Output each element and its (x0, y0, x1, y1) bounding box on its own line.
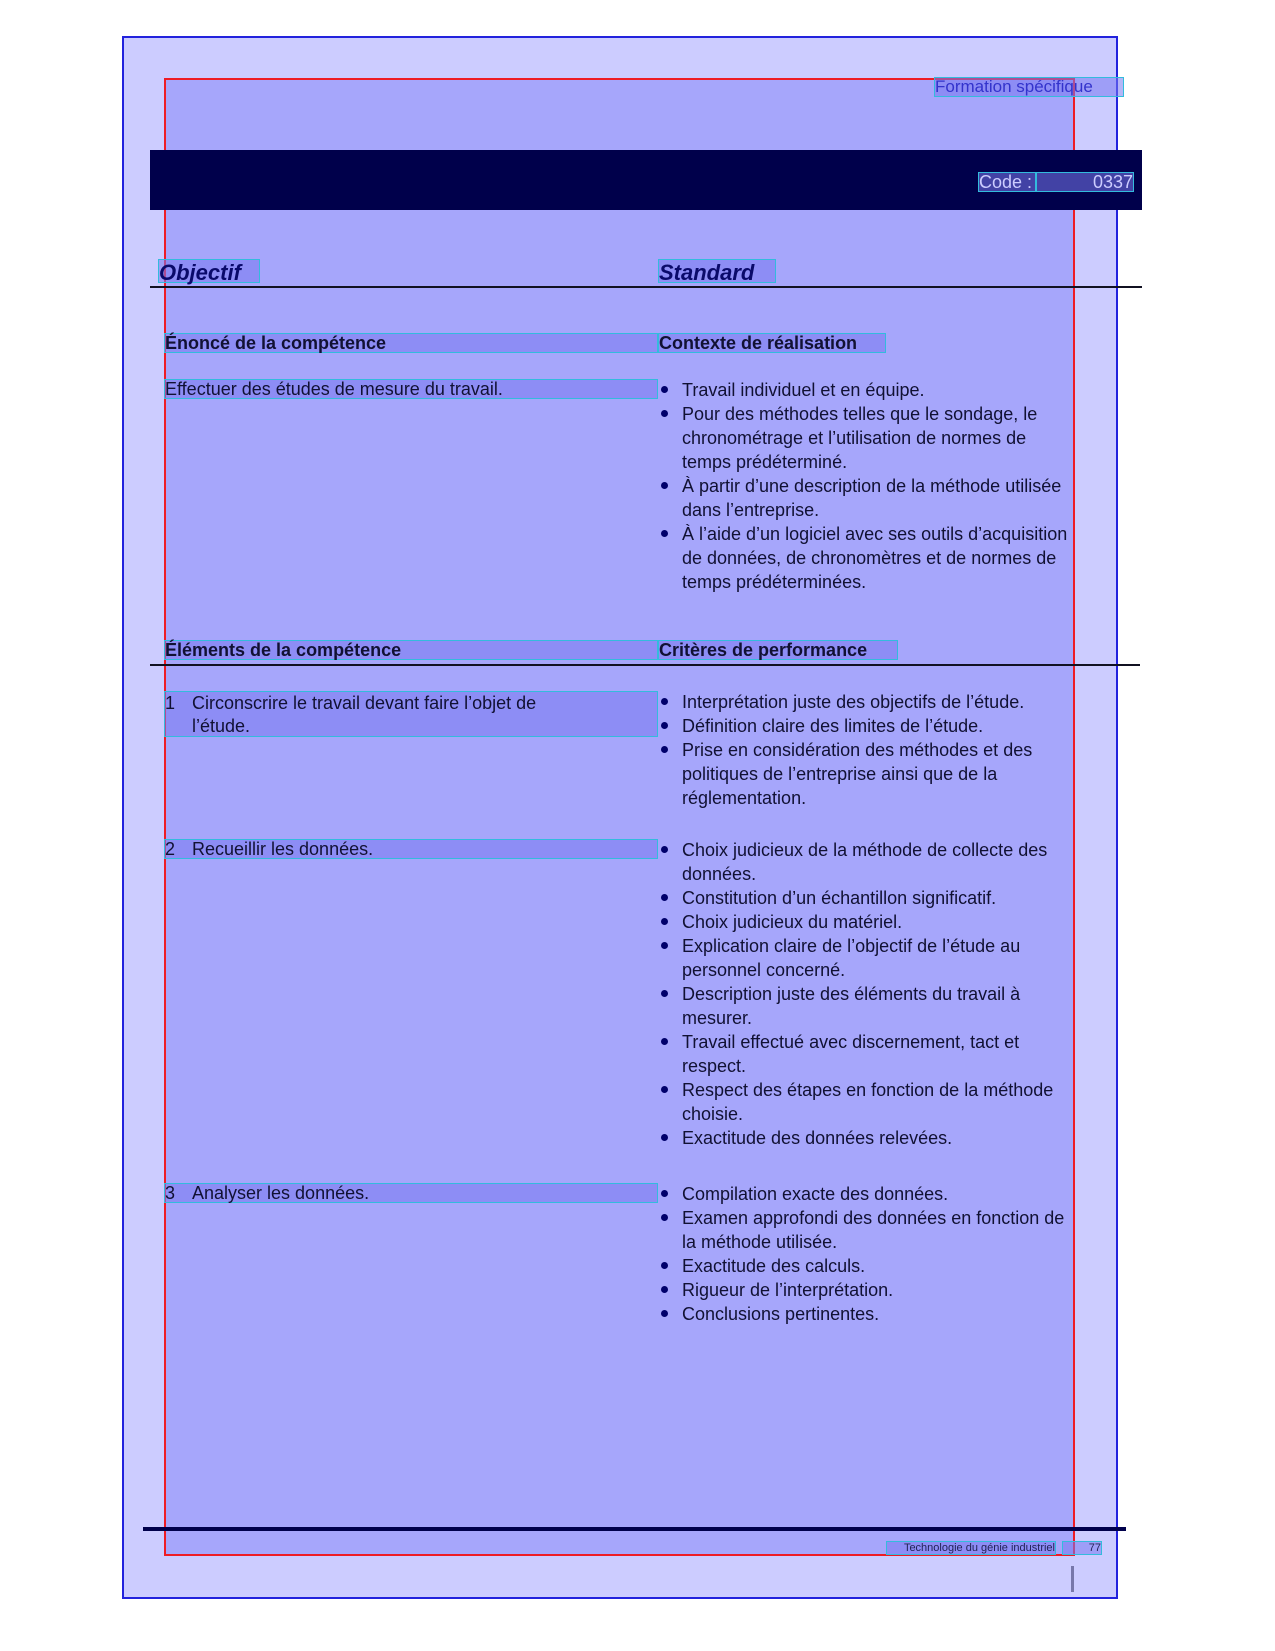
program-label: Formation spécifique (934, 77, 1124, 97)
list-item-line: dans l’entreprise. (682, 500, 820, 520)
list-item (660, 739, 1120, 811)
list-item-line: chronométrage et l’utilisation de normes de (682, 428, 1027, 448)
bullet-icon (660, 887, 670, 909)
criteria-heading: Critères de performance (658, 640, 898, 660)
bullet-icon (660, 715, 670, 737)
list-item-line: Interprétation juste des objectifs de l’étude. (682, 692, 1025, 712)
element-text: Analyser les données. (192, 1183, 370, 1203)
list-item-line: À partir d’une description de la méthode utilisée (682, 476, 1062, 496)
list-item (660, 839, 1120, 887)
section-rule (150, 286, 1142, 288)
element-number: 3 (165, 1183, 176, 1203)
bullet-icon (660, 911, 670, 933)
list-item-line: réglementation. (682, 788, 807, 808)
list-item-line: Respect des étapes en fonction de la méthode (682, 1080, 1054, 1100)
criteria-list-1 (660, 691, 1120, 811)
list-item (660, 983, 1120, 1031)
elements-heading: Éléments de la compétence (164, 640, 658, 660)
list-item-line: temps prédéterminées. (682, 572, 867, 592)
list-item-line: Travail individuel et en équipe. (682, 380, 925, 400)
bullet-icon (660, 475, 670, 497)
bullet-icon (660, 379, 670, 401)
list-item-line: mesurer. (682, 1008, 753, 1028)
list-item-line: la méthode utilisée. (682, 1232, 838, 1252)
list-item-line: Explication claire de l’objectif de l’étude au (682, 936, 1021, 956)
list-item-line: Choix judicieux du matériel. (682, 912, 903, 932)
list-item (660, 1031, 1120, 1079)
list-item-line: Pour des méthodes telles que le sondage, le (682, 404, 1038, 424)
list-item (660, 523, 1120, 595)
bullet-icon (660, 1127, 670, 1149)
list-item-line: Exactitude des données relevées. (682, 1128, 953, 1148)
bullet-icon (660, 403, 670, 425)
page-marker (1071, 1566, 1074, 1592)
list-item (660, 935, 1120, 983)
criteria-list-3 (660, 1183, 1120, 1327)
bullet-icon (660, 739, 670, 761)
list-item (660, 403, 1120, 475)
list-item-line: choisie. (682, 1104, 744, 1124)
footer-page-number: 77 (1062, 1541, 1102, 1555)
list-item-line: personnel concerné. (682, 960, 846, 980)
list-item-line: Choix judicieux de la méthode de collecte des (682, 840, 1048, 860)
list-item-line: politiques de l’entreprise ainsi que de la (682, 764, 998, 784)
element-text: l’étude. (192, 716, 251, 736)
element-number: 1 (165, 693, 176, 713)
list-item-line: Travail effectué avec discernement, tact et (682, 1032, 1020, 1052)
element-3 (164, 1183, 658, 1203)
list-item-line: Description juste des éléments du travail à (682, 984, 1021, 1004)
list-item (660, 911, 1120, 935)
list-item-line: respect. (682, 1056, 747, 1076)
list-item (660, 379, 1120, 403)
list-item (660, 887, 1120, 911)
list-item-line: Examen approfondi des données en fonction de (682, 1208, 1065, 1228)
list-item (660, 1079, 1120, 1127)
list-item (660, 475, 1120, 523)
element-number: 2 (165, 839, 176, 859)
footer-program: Technologie du génie industriel (886, 1541, 1056, 1555)
content-frame (164, 78, 1075, 1556)
list-item-line: Constitution d’un échantillon significatif. (682, 888, 997, 908)
elements-rule (150, 664, 1140, 666)
list-item (660, 1207, 1120, 1255)
bullet-icon (660, 1079, 670, 1101)
contexte-heading: Contexte de réalisation (658, 333, 886, 353)
list-item-line: Rigueur de l’interprétation. (682, 1280, 894, 1300)
element-text: Recueillir les données. (192, 839, 374, 859)
element-2 (164, 839, 658, 859)
enonce-heading: Énoncé de la compétence (164, 333, 658, 353)
list-item-line: Compilation exacte des données. (682, 1184, 949, 1204)
list-item (660, 691, 1120, 715)
criteria-list-2 (660, 839, 1120, 1151)
list-item (660, 1303, 1120, 1327)
list-item-line: de données, de chronomètres et de normes de (682, 548, 1057, 568)
list-item (660, 715, 1120, 739)
element-1 (164, 691, 658, 737)
list-item-line: données. (682, 864, 757, 884)
bullet-icon (660, 935, 670, 957)
section-objectif: Objectif (158, 259, 260, 283)
list-item-line: Conclusions pertinentes. (682, 1304, 880, 1324)
bullet-icon (660, 1207, 670, 1229)
list-item-line: Définition claire des limites de l’étude. (682, 716, 984, 736)
bullet-icon (660, 1279, 670, 1301)
list-item (660, 1127, 1120, 1151)
code-label: Code : (978, 172, 1036, 192)
contexte-list (660, 379, 1120, 595)
list-item (660, 1255, 1120, 1279)
enonce-text: Effectuer des études de mesure du travail. (164, 379, 658, 399)
list-item-line: temps prédéterminé. (682, 452, 848, 472)
section-standard: Standard (658, 259, 776, 283)
bullet-icon (660, 983, 670, 1005)
bullet-icon (660, 1031, 670, 1053)
bullet-icon (660, 1303, 670, 1325)
list-item (660, 1279, 1120, 1303)
bullet-icon (660, 691, 670, 713)
list-item-line: Exactitude des calculs. (682, 1256, 866, 1276)
footer-rule (143, 1527, 1126, 1531)
bullet-icon (660, 839, 670, 861)
list-item-line: À l’aide d’un logiciel avec ses outils d’acquisition (682, 524, 1068, 544)
bullet-icon (660, 1183, 670, 1205)
bullet-icon (660, 523, 670, 545)
code-value: 0337 (1036, 172, 1134, 192)
element-text: Circonscrire le travail devant faire l’objet de (192, 693, 537, 713)
list-item (660, 1183, 1120, 1207)
bullet-icon (660, 1255, 670, 1277)
list-item-line: Prise en considération des méthodes et des (682, 740, 1033, 760)
